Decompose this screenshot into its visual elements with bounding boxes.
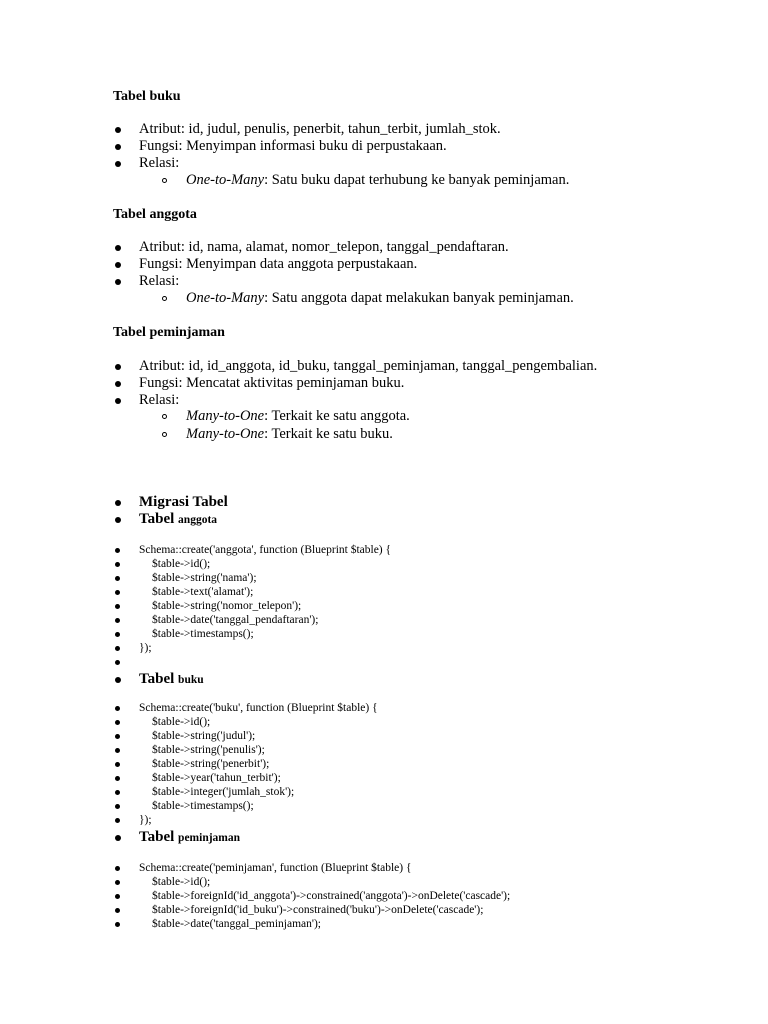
migrasi-title: Migrasi Tabel	[139, 494, 228, 510]
code-line: $table->foreignId('id_anggota')->constrained('anggota')->onDelete('cascade');	[152, 890, 511, 902]
bullet-icon	[115, 517, 121, 523]
bullet-icon	[115, 500, 121, 506]
bullet-icon	[115, 381, 121, 387]
relasi-buku: Relasi:	[139, 155, 180, 171]
code-line: $table->id();	[152, 716, 211, 728]
bullet-icon	[115, 818, 120, 823]
bullet-icon	[115, 590, 120, 595]
bullet-icon	[115, 866, 120, 871]
bullet-icon	[115, 776, 120, 781]
bullet-icon	[115, 734, 120, 739]
section-title-anggota: Tabel anggota	[113, 207, 197, 222]
atribut-buku: Atribut: id, judul, penulis, penerbit, tahun_terbit, jumlah_stok.	[139, 121, 501, 137]
atribut-anggota: Atribut: id, nama, alamat, nomor_telepon, tanggal_pendaftaran.	[139, 239, 509, 255]
code-line: $table->date('tanggal_peminjaman');	[152, 918, 322, 930]
bullet-icon	[115, 144, 121, 150]
migration-heading-buku: Tabel buku	[139, 671, 204, 687]
code-line: $table->string('penulis');	[152, 744, 265, 756]
code-line: Schema::create('anggota', function (Blueprint $table) {	[139, 544, 392, 556]
code-line: $table->year('tahun_terbit');	[152, 772, 281, 784]
bullet-icon	[115, 908, 120, 913]
code-line: $table->string('nama');	[152, 572, 257, 584]
bullet-icon	[115, 677, 121, 683]
circle-bullet-icon	[162, 296, 167, 301]
relation-item: One-to-Many: Satu anggota dapat melakukan banyak peminjaman.	[186, 290, 574, 306]
relation-item: One-to-Many: Satu buku dapat terhubung ke banyak peminjaman.	[186, 172, 570, 188]
bullet-icon	[115, 922, 120, 927]
code-line: $table->string('nomor_telepon');	[152, 600, 302, 612]
section-title-peminjaman: Tabel peminjaman	[113, 325, 225, 340]
bullet-icon	[115, 835, 121, 841]
code-line: Schema::create('peminjaman', function (Blueprint $table) {	[139, 862, 412, 874]
bullet-icon	[115, 880, 120, 885]
bullet-icon	[115, 618, 120, 623]
relasi-peminjaman: Relasi:	[139, 392, 180, 408]
code-line: $table->timestamps();	[152, 628, 254, 640]
code-line: $table->string('penerbit');	[152, 758, 270, 770]
fungsi-anggota: Fungsi: Menyimpan data anggota perpustakaan.	[139, 256, 418, 272]
code-line: $table->timestamps();	[152, 800, 254, 812]
bullet-icon	[115, 245, 121, 251]
bullet-icon	[115, 161, 121, 167]
migration-heading-anggota: Tabel anggota	[139, 511, 218, 527]
bullet-icon	[115, 706, 120, 711]
code-line: $table->integer('jumlah_stok');	[152, 786, 295, 798]
bullet-icon	[115, 894, 120, 899]
bullet-icon	[115, 720, 120, 725]
fungsi-peminjaman: Fungsi: Mencatat aktivitas peminjaman buku.	[139, 375, 405, 391]
bullet-icon	[115, 660, 120, 665]
code-line: $table->id();	[152, 558, 211, 570]
code-line: Schema::create('buku', function (Blueprint $table) {	[139, 702, 378, 714]
relation-item: Many-to-One: Terkait ke satu anggota.	[186, 408, 410, 424]
code-line: $table->text('alamat');	[152, 586, 254, 598]
circle-bullet-icon	[162, 178, 167, 183]
code-line: $table->string('judul');	[152, 730, 256, 742]
bullet-icon	[115, 562, 120, 567]
bullet-icon	[115, 548, 120, 553]
bullet-icon	[115, 576, 120, 581]
code-line: $table->id();	[152, 876, 211, 888]
bullet-icon	[115, 632, 120, 637]
section-title-buku: Tabel buku	[113, 89, 181, 104]
bullet-icon	[115, 279, 121, 285]
circle-bullet-icon	[162, 414, 167, 419]
bullet-icon	[115, 398, 121, 404]
bullet-icon	[115, 127, 121, 133]
code-line: });	[139, 642, 152, 654]
bullet-icon	[115, 262, 121, 268]
bullet-icon	[115, 790, 120, 795]
bullet-icon	[115, 646, 120, 651]
code-line: });	[139, 814, 152, 826]
bullet-icon	[115, 804, 120, 809]
code-line: $table->date('tanggal_pendaftaran');	[152, 614, 319, 626]
bullet-icon	[115, 364, 121, 370]
relasi-anggota: Relasi:	[139, 273, 180, 289]
bullet-icon	[115, 604, 120, 609]
fungsi-buku: Fungsi: Menyimpan informasi buku di perpustakaan.	[139, 138, 447, 154]
bullet-icon	[115, 762, 120, 767]
bullet-icon	[115, 748, 120, 753]
code-line: $table->foreignId('id_buku')->constrained('buku')->onDelete('cascade');	[152, 904, 484, 916]
migration-heading-peminjaman: Tabel peminjaman	[139, 829, 241, 845]
relation-item: Many-to-One: Terkait ke satu buku.	[186, 426, 393, 442]
atribut-peminjaman: Atribut: id, id_anggota, id_buku, tanggal_peminjaman, tanggal_pengembalian.	[139, 358, 598, 374]
circle-bullet-icon	[162, 432, 167, 437]
